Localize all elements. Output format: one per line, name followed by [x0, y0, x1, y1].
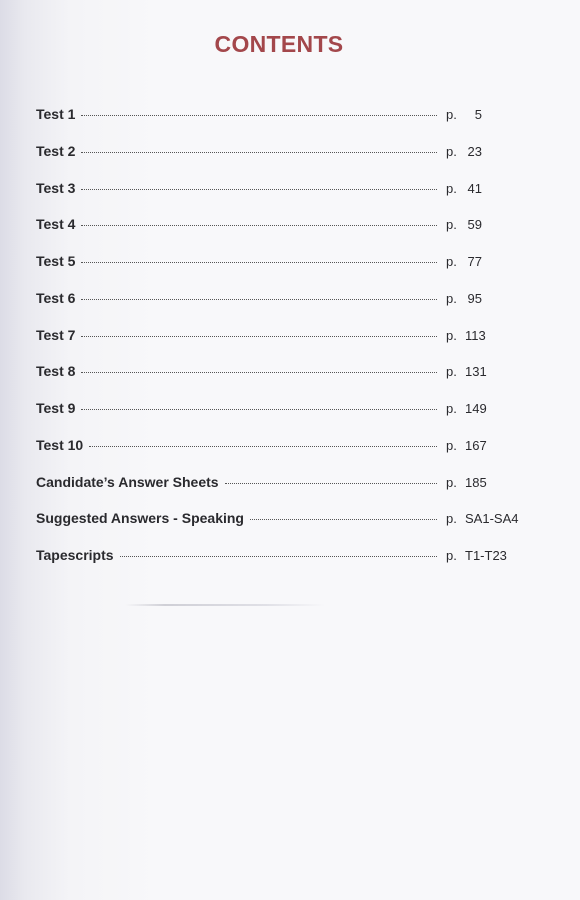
page-prefix: p.	[446, 511, 457, 527]
toc-entry-page	[446, 471, 536, 495]
toc-entry	[36, 212, 536, 249]
toc-entry-page	[446, 507, 536, 531]
toc-entry	[36, 176, 536, 213]
toc-entry-label: Test 5	[36, 253, 76, 269]
page-number: 59	[467, 217, 482, 233]
page-prefix: p.	[446, 364, 457, 380]
page-prefix: p.	[446, 401, 457, 416]
dot-leader	[81, 336, 437, 337]
toc-entry-label: Test 9	[36, 400, 76, 416]
toc-entry-page	[446, 434, 536, 458]
toc-entry-page	[446, 360, 536, 384]
page-number: 185	[465, 474, 487, 490]
toc-entry	[36, 470, 536, 507]
toc-entry-page	[446, 250, 536, 274]
toc-entry-label: Candidate’s Answer Sheets	[36, 473, 219, 490]
toc-entry-label: Test 7	[36, 326, 76, 343]
page-number: 131	[465, 364, 487, 380]
toc-entry-label: Test 10	[36, 436, 84, 453]
toc-entry-page	[446, 324, 536, 348]
toc-entry	[36, 323, 536, 360]
page-number: SA1-SA4	[465, 511, 519, 527]
dot-leader	[81, 372, 437, 373]
page-prefix: p.	[446, 180, 457, 196]
page-prefix: p.	[446, 327, 457, 343]
dot-leader	[81, 189, 437, 190]
page-prefix: p.	[446, 474, 457, 490]
dot-leader	[120, 556, 437, 557]
toc-entry-label: Test 3	[36, 179, 76, 196]
toc-entry	[36, 506, 536, 543]
toc-entry-label: Test 1	[36, 106, 76, 122]
page-number: 41	[467, 180, 482, 196]
toc-entry-page	[446, 287, 536, 311]
toc-entry	[36, 249, 536, 286]
dot-leader	[250, 519, 437, 520]
toc-entry-page	[446, 544, 536, 568]
toc-entry-page	[446, 213, 536, 237]
toc-entry	[36, 139, 536, 176]
toc-entry-page	[446, 140, 536, 164]
page-number: 167	[465, 437, 487, 453]
dot-leader	[81, 225, 437, 226]
table-of-contents	[36, 102, 536, 580]
page-prefix: p.	[446, 143, 457, 159]
page-number: 5	[474, 107, 482, 122]
page-prefix: p.	[446, 254, 457, 269]
toc-entry-label: Test 4	[36, 216, 76, 233]
paper-smudge	[125, 604, 325, 606]
toc-entry-label: Test 2	[36, 142, 76, 159]
toc-entry	[36, 543, 536, 580]
toc-entry	[36, 433, 536, 470]
page-number: 149	[465, 401, 487, 416]
page-title: CONTENTS	[214, 31, 344, 57]
page-number: 113	[465, 327, 486, 343]
toc-entry-label: Tapescripts	[36, 547, 114, 563]
dot-leader	[89, 446, 437, 447]
page-prefix: p.	[446, 548, 457, 563]
page-number: T1-T23	[465, 548, 507, 563]
dot-leader	[81, 152, 437, 153]
page-number: 95	[467, 290, 482, 306]
toc-entry	[36, 286, 536, 323]
toc-entry-page	[446, 103, 536, 127]
page-number: 77	[467, 254, 482, 269]
dot-leader	[81, 409, 437, 410]
page-prefix: p.	[446, 437, 457, 453]
page-prefix: p.	[446, 290, 457, 306]
toc-entry-page	[446, 397, 536, 421]
toc-entry-label: Test 8	[36, 363, 76, 380]
dot-leader	[225, 483, 437, 484]
toc-entry-label: Suggested Answers - Speaking	[36, 510, 244, 527]
dot-leader	[81, 115, 437, 116]
page-number: 23	[467, 143, 482, 159]
dot-leader	[81, 299, 437, 300]
page-prefix: p.	[446, 217, 457, 233]
page-prefix: p.	[446, 107, 457, 122]
toc-entry-page	[446, 177, 536, 201]
toc-entry-label: Test 6	[36, 289, 76, 306]
dot-leader	[81, 262, 437, 263]
toc-entry	[36, 359, 536, 396]
toc-entry	[36, 396, 536, 433]
toc-entry	[36, 102, 536, 139]
